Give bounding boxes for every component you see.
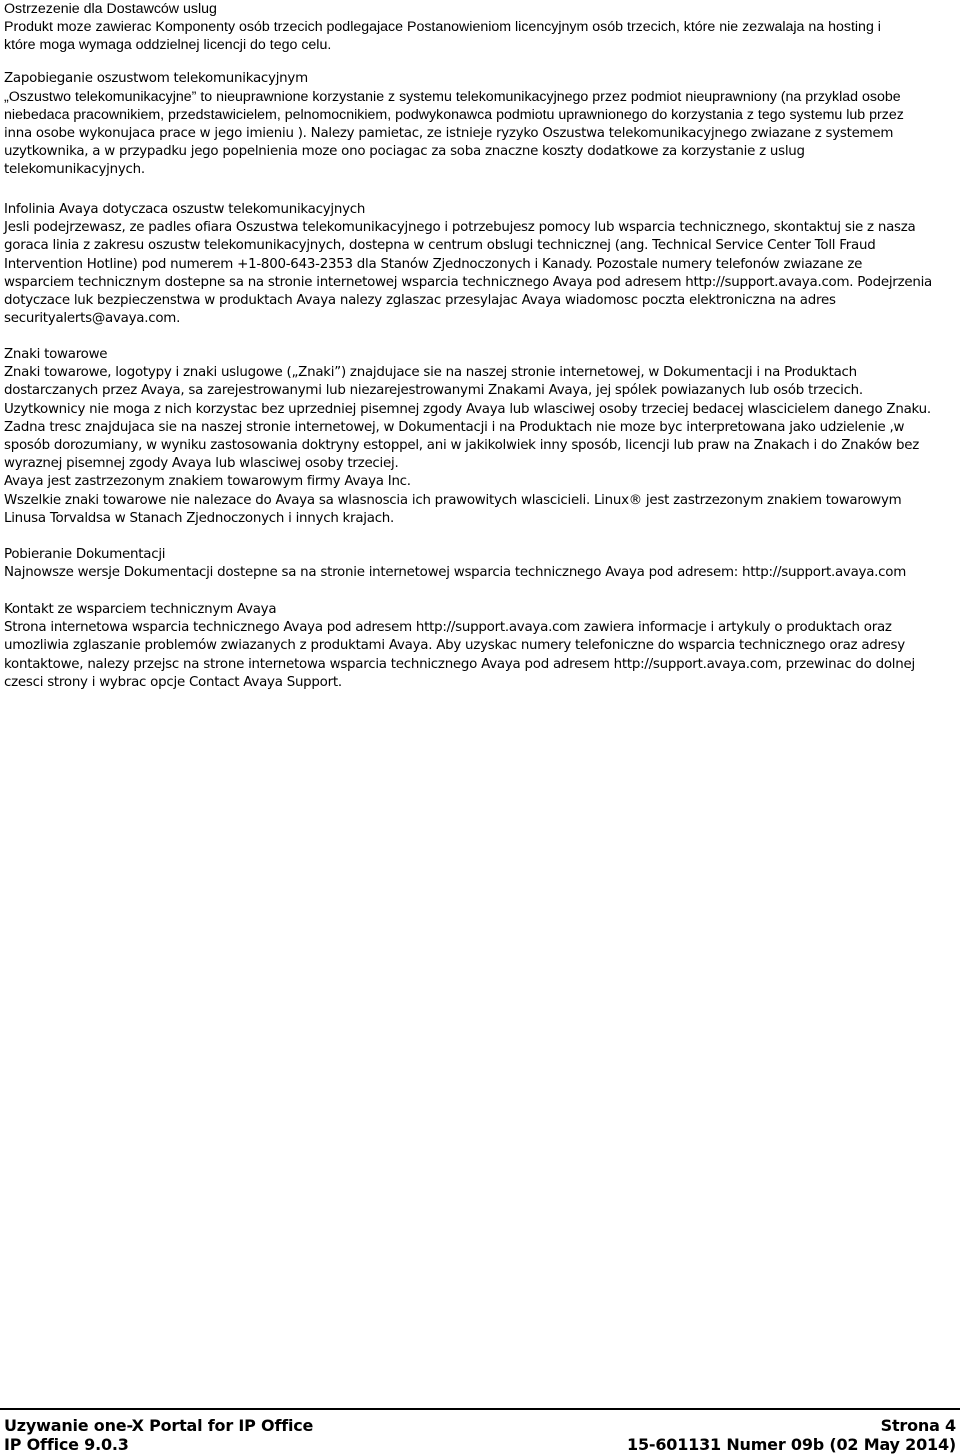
section-title: Pobieranie Dokumentacji [4, 547, 166, 562]
paragraph-line: umozliwia zglaszanie problemów zwiazanych z produktami Avaya. Aby uzyskac numery telefoniczne do wsparcia technicznego oraz adresy [4, 638, 905, 654]
paragraph-line: kontaktowe, nalezy przejsc na strone internetowa wsparcia technicznego Avaya pod adresem http://support.avaya.com, przewinac do dolnej [4, 656, 915, 672]
paragraph-line: Strona internetowa wsparcia technicznego Avaya pod adresem http://support.avaya.com zawiera informacje i artykuly o produktach oraz [4, 620, 892, 636]
footer-product-version: IP Office 9.0.3 [4, 1435, 129, 1454]
paragraph-line: Wszelkie znaki towarowe nie nalezace do Avaya sa wlasnoscia ich prawowitych wlascicieli. Linux® jest zastrzezonym znakiem towarowym [4, 492, 902, 508]
section-toll-fraud-hotline [4, 201, 932, 328]
paragraph-line: niebedaca pracownikiem, przedstawicielem, pelnomocnikiem, podwykonawca podmiotu uprawnionego do korzystania z tego systemu lub przez [4, 107, 904, 124]
paragraph-line: które moga wymaga oddzielnej licencji do tego celu. [4, 37, 332, 54]
section-toll-fraud-prevention [4, 70, 904, 179]
paragraph-line: Uzytkownicy nie moga z nich korzystac bez uprzedniej pisemnej zgody Avaya lub wlasciwej osoby trzeciej bedacej wlascicielem danego Znaku. [4, 401, 931, 417]
paragraph-line: telekomunikacyjnych. [4, 162, 145, 178]
paragraph-line: dostarczanych przez Avaya, sa zarejestrowanymi lub niezarejestrowanymi Znakami Avaya, jej spólek powiazanych lub osób trzecich. [4, 383, 863, 399]
paragraph-line: Najnowsze wersje Dokumentacji dostepne sa na stronie internetowej wsparcia technicznego Avaya pod adresem: http://support.avaya.com [4, 565, 907, 581]
section-title: Infolinia Avaya dotyczaca oszustw telekomunikacyjnych [4, 202, 366, 217]
paragraph-line: wsparciem technicznym dostepne sa na stronie internetowej wsparcia technicznego Avaya pod adresem http://support.avaya.com. Podejrzenia [4, 274, 932, 290]
paragraph-line: Avaya jest zastrzezonym znakiem towarowym firmy Avaya Inc. [4, 474, 411, 490]
paragraph-line: wyraznej pisemnej zgody Avaya lub wlasciwej osoby trzeciej. [4, 456, 399, 472]
section-title: Znaki towarowe [4, 347, 108, 362]
paragraph-line: uzytkownika, a w przypadku jego popelnienia moze ono pociagac za soba znaczne koszty dodatkowe za korzystanie z uslug [4, 143, 805, 159]
paragraph-line: Zadna tresc znajdujaca sie na naszej stronie internetowej, w Dokumentacji i na Produktach nie moze byc interpretowana jako udzielenie ,w [4, 419, 905, 435]
footer-doc-title: Uzywanie one-X Portal for IP Office [4, 1416, 314, 1435]
paragraph-line: Linusa Torvaldsa w Stanach Zjednoczonych i innych krajach. [4, 510, 395, 526]
paragraph-line: sposób dorozumiany, w wyniku zastosowania doktryny estoppel, ani w jakikolwiek inny sposób, licencji lub praw na Znakach i do Znaków bez [4, 438, 920, 454]
section-title: Ostrzezenie dla Dostawców uslug [4, 1, 217, 17]
section-title: Zapobieganie oszustwom telekomunikacyjnym [4, 71, 308, 86]
paragraph-line: Jesli podejrzewasz, ze padles ofiara Oszustwa telekomunikacyjnego i potrzebujesz pomocy lub wsparcia technicznego, skontaktuj sie z nasza [4, 220, 916, 236]
section-service-provider-notice [4, 0, 881, 55]
paragraph-line: „Oszustwo telekomunikacyjne” to nieuprawnione korzystanie z systemu telekomunikacyjnego przez podmiot nieuprawniony (na przyklad osobe [4, 89, 901, 106]
paragraph-line: czesci strony i wybrac opcje Contact Avaya Support. [4, 674, 342, 690]
footer-page-label: Strona 4 [880, 1416, 956, 1435]
paragraph-line: goraca linia z zakresu oszustw telekomunikacyjnych, dostepna w centrum obslugi technicznej (ang. Technical Service Center Toll Fraud [4, 238, 876, 254]
section-title: Kontakt ze wsparciem technicznym Avaya [4, 602, 277, 617]
paragraph-line: Znaki towarowe, logotypy i znaki uslugowe („Znaki”) znajdujace sie na naszej stronie internetowej, w Dokumentacji i na Produktach [4, 365, 857, 381]
section-trademarks [4, 346, 931, 528]
paragraph-line: securityalerts@avaya.com. [4, 311, 181, 327]
footer-doc-number: 15-601131 Numer 09b (02 May 2014) [627, 1435, 956, 1454]
section-downloading-documentation [4, 546, 906, 582]
paragraph-line: Intervention Hotline) pod numerem +1-800-643-2353 dla Stanów Zjednoczonych i Kanady. Pozostale numery telefonów zwiazane ze [4, 256, 863, 272]
section-contact-support [4, 601, 915, 692]
paragraph-line: inna osobe wykonujaca prace w jego imieniu ). Nalezy pamietac, ze istnieje ryzyko Oszustwa telekomunikacyjnego zwiazane z systemem [4, 125, 894, 141]
paragraph-line: Produkt moze zawierac Komponenty osób trzecich podlegajace Postanowieniom licencyjnym osób trzecich, które nie zezwalaja na hosting i [4, 19, 881, 36]
paragraph-line: dotyczace luk bezpieczenstwa w produktach Avaya nalezy zglaszac przesylajac Avaya wiadomosc poczta elektroniczna na adres [4, 293, 836, 309]
page-footer [0, 1408, 960, 1456]
